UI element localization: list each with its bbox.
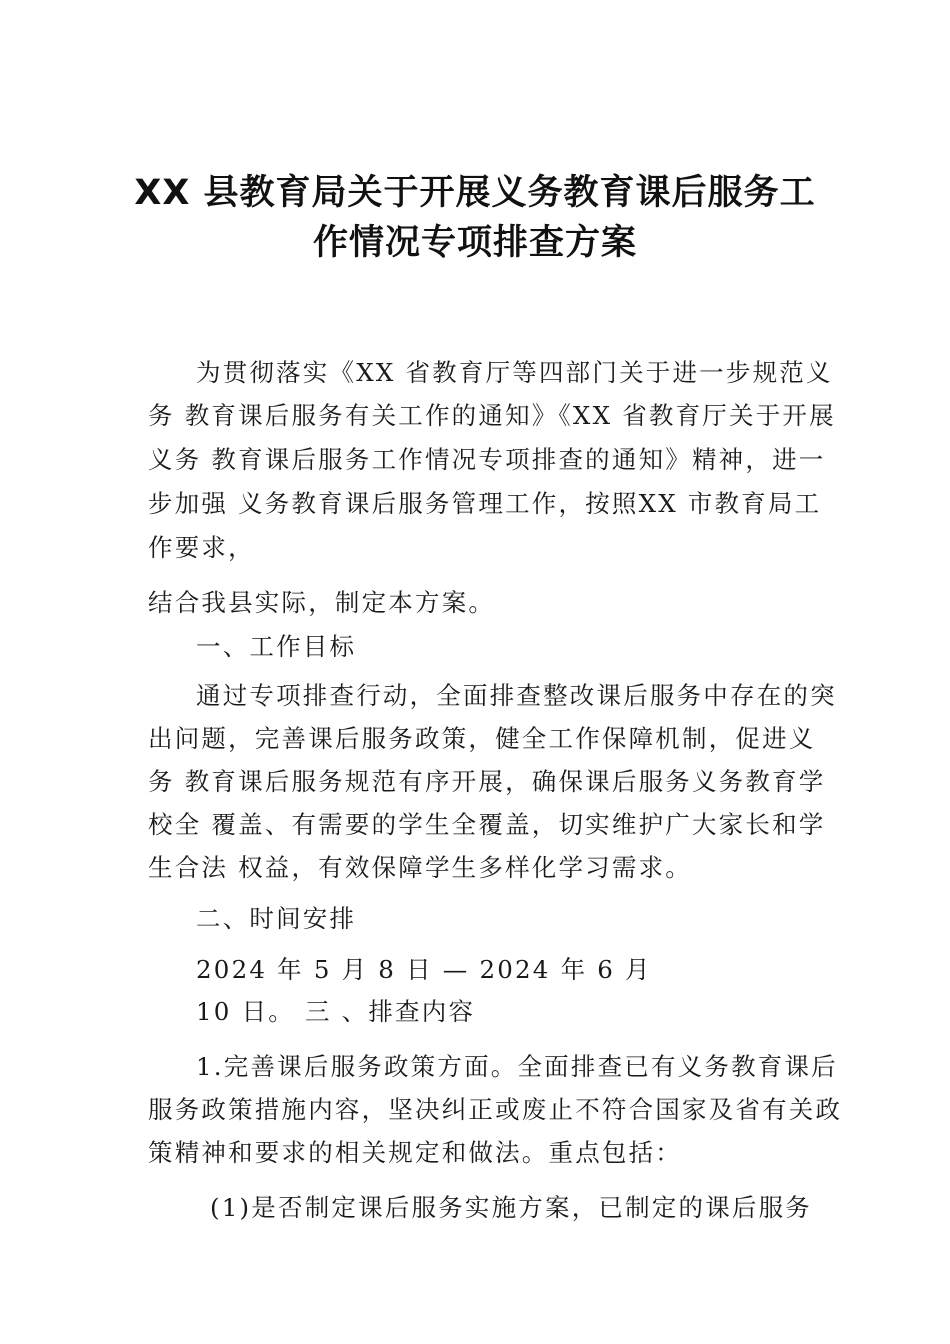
section1-body-line-5: 生合法 权益，有效保障学生多样化学习需求。: [148, 853, 692, 882]
item1-line-3: 策精神和要求的相关规定和做法。重点包括：: [148, 1138, 682, 1167]
section1-heading: 一、工作目标: [196, 632, 357, 661]
item1-line-2: 服务政策措施内容，坚决纠正或废止不符合国家及省有关政: [148, 1095, 843, 1124]
schedule-line-2: 10 日。 三 、排查内容: [196, 997, 476, 1026]
item1-line-1: 1.完善课后服务政策方面。全面排查已有义务教育课后: [196, 1052, 838, 1081]
intro-line-6: 结合我县实际，制定本方案。: [148, 588, 496, 617]
section1-body-line-1: 通过专项排查行动，全面排查整改课后服务中存在的突: [196, 681, 837, 710]
schedule-line-1: 2024 年 5 月 8 日 — 2024 年 6 月: [196, 955, 652, 984]
intro-line-1: 为贯彻落实《XX 省教育厅等四部门关于进一步规范义: [196, 358, 833, 387]
section2-heading: 二、时间安排: [196, 904, 357, 933]
intro-line-2: 务 教育课后服务有关工作的通知》《XX 省教育厅关于开展: [148, 401, 836, 430]
sub-item1-line-1: (1)是否制定课后服务实施方案，已制定的课后服务: [210, 1193, 813, 1222]
document-title-line-2: 作情况专项排查方案: [312, 223, 637, 263]
intro-line-5: 作要求，: [148, 533, 255, 562]
section1-body-line-4: 校全 覆盖、有需要的学生全覆盖，切实维护广大家长和学: [148, 810, 826, 839]
intro-line-3: 义务 教育课后服务工作情况专项排查的通知》精神，进一: [148, 445, 826, 474]
intro-line-4: 步加强 义务教育课后服务管理工作，按照XX 市教育局工: [148, 489, 822, 518]
section1-body-line-3: 务 教育课后服务规范有序开展，确保课后服务义务教育学: [148, 767, 826, 796]
section1-body-line-2: 出问题，完善课后服务政策，健全工作保障机制，促进义: [148, 724, 816, 753]
document-title-line-1: XX 县教育局关于开展义务教育课后服务工: [134, 173, 816, 213]
